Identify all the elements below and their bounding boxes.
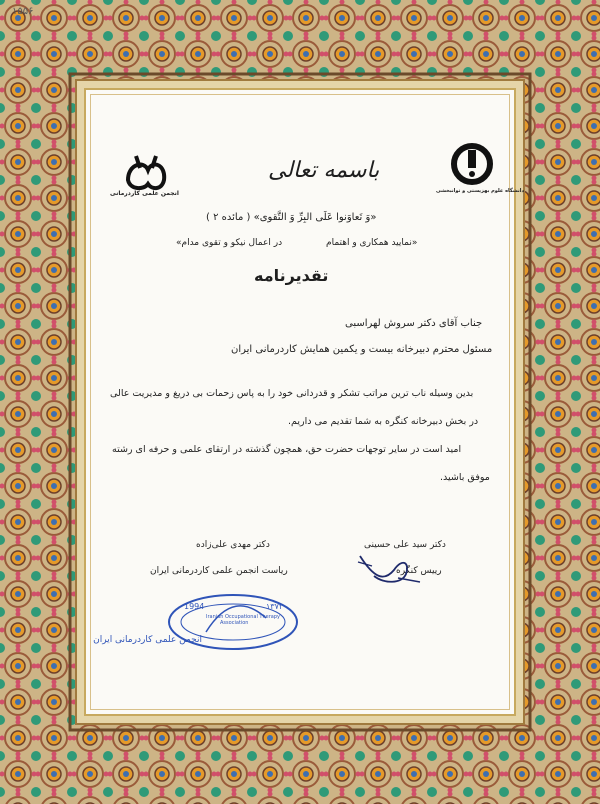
recipient-position: مسئول محترم دبیرخانه بیست و یکمین همایش کاردرمانی ایران bbox=[231, 344, 493, 355]
body-line-4: موفق باشید. bbox=[440, 472, 490, 483]
bismillah-calligraphy: باسمه تعالی bbox=[268, 158, 380, 183]
body-line-3: امید است در سایر توجهات حضرت حق، همچون گذشته در ارتقای علمی و حرفه ای رشته bbox=[112, 444, 462, 455]
svg-text:Association: Association bbox=[220, 620, 249, 626]
body-line-2: در بخش دبیرخانه کنگره به شما تقدیم می داریم. bbox=[288, 416, 479, 427]
occupational-therapy-association-logo bbox=[116, 150, 176, 206]
svg-text:۱۳۷۳: ۱۳۷۳ bbox=[266, 602, 284, 611]
body-line-1: بدین وسیله ناب ترین مراتب تشکر و قدردانی خود را به پاس زحمات بی دریغ و مدیریت عالی bbox=[110, 388, 474, 399]
corner-mark: ۱۵۵۶ bbox=[12, 6, 34, 17]
left-logo-caption: انجمن علمی کاردرمانی bbox=[110, 190, 179, 197]
svg-text:1994: 1994 bbox=[184, 602, 205, 611]
recipient-name: جناب آقای دکتر سروش لهراسبی bbox=[345, 318, 483, 329]
certificate-title: تقدیرنامه bbox=[254, 266, 329, 285]
verse-line-right: «نمایید همکاری و اهتمام bbox=[326, 238, 418, 248]
handwritten-signature bbox=[354, 548, 426, 588]
association-seal-stamp bbox=[93, 592, 300, 652]
right-logo-caption: دانشگاه علوم بهزیستی و توانبخشی bbox=[436, 188, 525, 194]
left-signatory-title: ریاست انجمن علمی کاردرمانی ایران bbox=[150, 566, 288, 576]
svg-text:انجمن علمی کاردرمانی ایران: انجمن علمی کاردرمانی ایران bbox=[93, 635, 202, 645]
verse-line-left: در اعمال نیکو و تقوی مدام» bbox=[176, 238, 283, 248]
right-signatory-title: رییس کنگره bbox=[396, 566, 442, 576]
quran-verse: «وَ تَعاوَنوا عَلَی البِرِّ وَ التَّقوی» ( مائده ۲ ) bbox=[206, 212, 377, 223]
university-logo bbox=[450, 142, 510, 190]
svg-text:Iranian Occupational Therapy: Iranian Occupational Therapy bbox=[206, 614, 280, 620]
right-signatory-name: دکتر سید علی حسینی bbox=[364, 540, 446, 550]
left-signatory-name: دکتر مهدی علی‌زاده bbox=[196, 540, 270, 550]
